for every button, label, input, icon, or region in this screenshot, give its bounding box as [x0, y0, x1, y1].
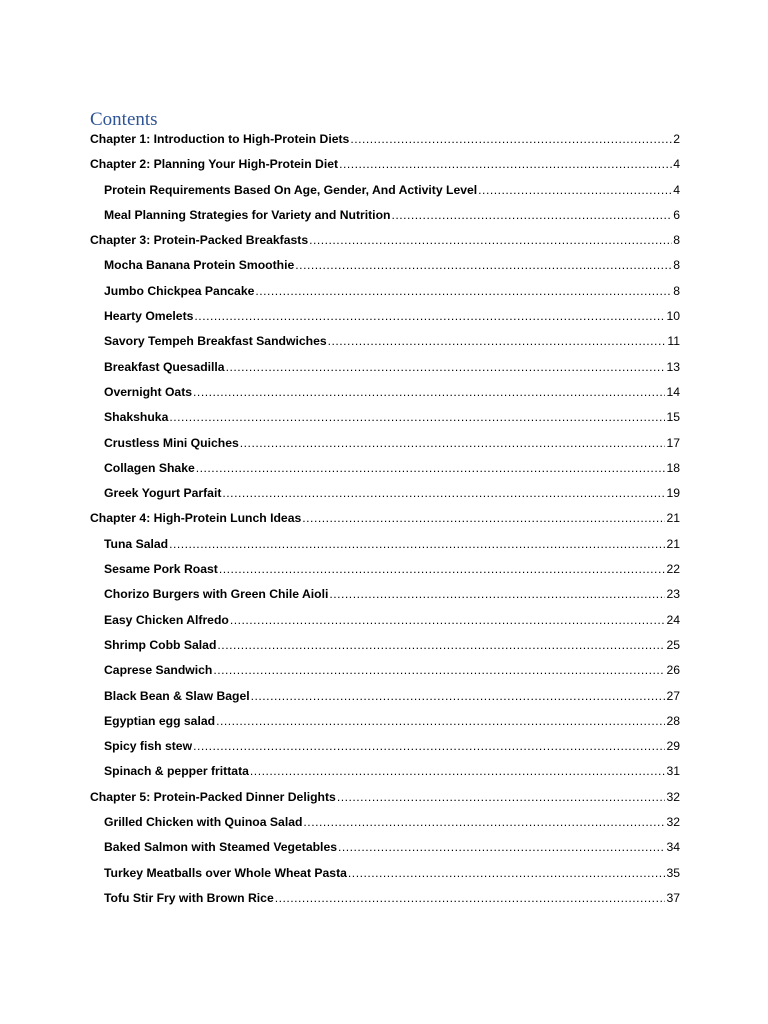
- toc-list: [90, 132, 680, 916]
- toc-section-entry[interactable]: [90, 739, 680, 764]
- toc-page-number: 11: [667, 334, 680, 349]
- toc-entry-title: Spicy fish stew: [104, 739, 193, 754]
- toc-dot-leader: [169, 537, 665, 551]
- toc-section-entry[interactable]: [90, 587, 680, 612]
- toc-page-number: 8: [673, 283, 680, 298]
- toc-dot-leader: [250, 764, 666, 778]
- toc-dot-leader: [275, 891, 666, 905]
- toc-page-number: 22: [666, 562, 680, 577]
- toc-entry-title: Overnight Oats: [104, 384, 193, 399]
- toc-entry-title: Sesame Pork Roast: [104, 562, 218, 577]
- toc-dot-leader: [350, 132, 672, 146]
- toc-dot-leader: [217, 638, 665, 652]
- toc-entry-title: Greek Yogurt Parfait: [104, 486, 222, 501]
- toc-entry-title: Caprese Sandwich: [104, 663, 213, 678]
- toc-dot-leader: [193, 385, 665, 399]
- toc-entry-title: Jumbo Chickpea Pancake: [104, 283, 255, 298]
- toc-page-number: 25: [666, 637, 680, 652]
- toc-entry-title: Egyptian egg salad: [104, 713, 216, 728]
- toc-dot-leader: [216, 714, 665, 728]
- toc-entry-title: Chapter 2: Planning Your High-Protein Diet: [90, 157, 339, 172]
- toc-entry-title: Meal Planning Strategies for Variety and Nutrition: [104, 207, 391, 222]
- toc-section-entry[interactable]: [90, 360, 680, 385]
- toc-entry-title: Chorizo Burgers with Green Chile Aioli: [104, 587, 329, 602]
- toc-section-entry[interactable]: [90, 334, 680, 359]
- toc-entry-title: Chapter 5: Protein-Packed Dinner Delights: [90, 789, 336, 804]
- toc-section-entry[interactable]: [90, 486, 680, 511]
- toc-page-number: 37: [666, 890, 680, 905]
- toc-dot-leader: [328, 334, 667, 348]
- toc-entry-title: Mocha Banana Protein Smoothie: [104, 258, 295, 273]
- toc-page-number: 32: [666, 815, 680, 830]
- toc-entry-title: Chapter 4: High-Protein Lunch Ideas: [90, 511, 302, 526]
- toc-section-entry[interactable]: [90, 815, 680, 840]
- toc-entry-title: Tofu Stir Fry with Brown Rice: [104, 890, 274, 905]
- toc-entry-title: Turkey Meatballs over Whole Wheat Pasta: [104, 865, 347, 880]
- toc-section-entry[interactable]: [90, 284, 680, 309]
- toc-section-entry[interactable]: [90, 208, 680, 233]
- toc-section-entry[interactable]: [90, 562, 680, 587]
- toc-dot-leader: [295, 258, 672, 272]
- toc-chapter-entry[interactable]: [90, 157, 680, 182]
- toc-section-entry[interactable]: [90, 689, 680, 714]
- toc-section-entry[interactable]: [90, 461, 680, 486]
- toc-dot-leader: [303, 815, 665, 829]
- toc-page-number: 17: [666, 435, 680, 450]
- toc-page-number: 18: [666, 460, 680, 475]
- toc-section-entry[interactable]: [90, 613, 680, 638]
- toc-page-number: 27: [666, 688, 680, 703]
- toc-page-number: 14: [666, 384, 680, 399]
- toc-dot-leader: [230, 613, 666, 627]
- toc-entry-title: Shakshuka: [104, 410, 169, 425]
- toc-page-number: 28: [666, 713, 680, 728]
- toc-page-number: 10: [666, 309, 680, 324]
- toc-section-entry[interactable]: [90, 866, 680, 891]
- toc-entry-title: Protein Requirements Based On Age, Gender, And Activity Level: [104, 182, 478, 197]
- toc-page-number: 8: [673, 258, 680, 273]
- toc-section-entry[interactable]: [90, 385, 680, 410]
- toc-entry-title: Chapter 3: Protein-Packed Breakfasts: [90, 233, 309, 248]
- toc-entry-title: Black Bean & Slaw Bagel: [104, 688, 250, 703]
- toc-dot-leader: [309, 233, 672, 247]
- toc-section-entry[interactable]: [90, 410, 680, 435]
- toc-page-number: 2: [673, 132, 680, 146]
- toc-page-number: 21: [666, 511, 680, 526]
- toc-dot-leader: [338, 840, 665, 854]
- toc-section-entry[interactable]: [90, 258, 680, 283]
- toc-entry-title: Easy Chicken Alfredo: [104, 612, 229, 627]
- toc-section-entry[interactable]: [90, 764, 680, 789]
- toc-entry-title: Shrimp Cobb Salad: [104, 637, 217, 652]
- toc-dot-leader: [219, 562, 666, 576]
- toc-page-number: 34: [666, 840, 680, 855]
- toc-dot-leader: [337, 790, 666, 804]
- toc-dot-leader: [169, 410, 665, 424]
- toc-page-number: 35: [666, 865, 680, 880]
- toc-dot-leader: [194, 309, 665, 323]
- toc-page-number: 31: [666, 764, 680, 779]
- toc-chapter-entry[interactable]: [90, 132, 680, 157]
- toc-page-number: 29: [666, 739, 680, 754]
- toc-chapter-entry[interactable]: [90, 790, 680, 815]
- toc-page-number: 6: [673, 207, 680, 222]
- toc-chapter-entry[interactable]: [90, 511, 680, 536]
- toc-entry-title: Hearty Omelets: [104, 309, 194, 324]
- toc-title: Contents: [90, 109, 158, 130]
- toc-dot-leader: [348, 866, 666, 880]
- toc-entry-title: Spinach & pepper frittata: [104, 764, 249, 779]
- toc-dot-leader: [302, 511, 665, 525]
- toc-entry-title: Breakfast Quesadilla: [104, 359, 225, 374]
- toc-dot-leader: [255, 284, 672, 298]
- toc-dot-leader: [196, 461, 666, 475]
- toc-section-entry[interactable]: [90, 891, 680, 916]
- toc-section-entry[interactable]: [90, 638, 680, 663]
- toc-entry-title: Chapter 1: Introduction to High-Protein Diets: [90, 132, 350, 146]
- toc-section-entry[interactable]: [90, 183, 680, 208]
- toc-section-entry[interactable]: [90, 537, 680, 562]
- toc-page-number: 19: [666, 486, 680, 501]
- toc-section-entry[interactable]: [90, 714, 680, 739]
- toc-chapter-entry[interactable]: [90, 233, 680, 258]
- toc-dot-leader: [339, 157, 672, 171]
- toc-dot-leader: [213, 663, 665, 677]
- toc-dot-leader: [251, 689, 666, 703]
- toc-dot-leader: [222, 486, 665, 500]
- toc-section-entry[interactable]: [90, 436, 680, 461]
- toc-page-number: 24: [666, 612, 680, 627]
- toc-entry-title: Savory Tempeh Breakfast Sandwiches: [104, 334, 327, 349]
- toc-dot-leader: [329, 587, 665, 601]
- toc-entry-title: Grilled Chicken with Quinoa Salad: [104, 815, 303, 830]
- toc-dot-leader: [391, 208, 672, 222]
- toc-dot-leader: [226, 360, 666, 374]
- toc-section-entry[interactable]: [90, 663, 680, 688]
- toc-entry-title: Collagen Shake: [104, 460, 195, 475]
- toc-page-number: 4: [673, 182, 680, 197]
- toc-page-number: 23: [666, 587, 680, 602]
- toc-page-number: 26: [666, 663, 680, 678]
- toc-page-number: 4: [673, 157, 680, 172]
- toc-entry-title: Baked Salmon with Steamed Vegetables: [104, 840, 337, 855]
- toc-dot-leader: [240, 436, 666, 450]
- toc-dot-leader: [193, 739, 665, 753]
- toc-page-number: 8: [673, 233, 680, 248]
- toc-page-number: 13: [666, 359, 680, 374]
- toc-entry-title: Crustless Mini Quiches: [104, 435, 239, 450]
- toc-page-number: 15: [666, 410, 680, 425]
- toc-dot-leader: [478, 183, 672, 197]
- toc-page-number: 21: [666, 536, 680, 551]
- toc-section-entry[interactable]: [90, 309, 680, 334]
- toc-page-number: 32: [666, 789, 680, 804]
- toc-section-entry[interactable]: [90, 840, 680, 865]
- toc-entry-title: Tuna Salad: [104, 536, 169, 551]
